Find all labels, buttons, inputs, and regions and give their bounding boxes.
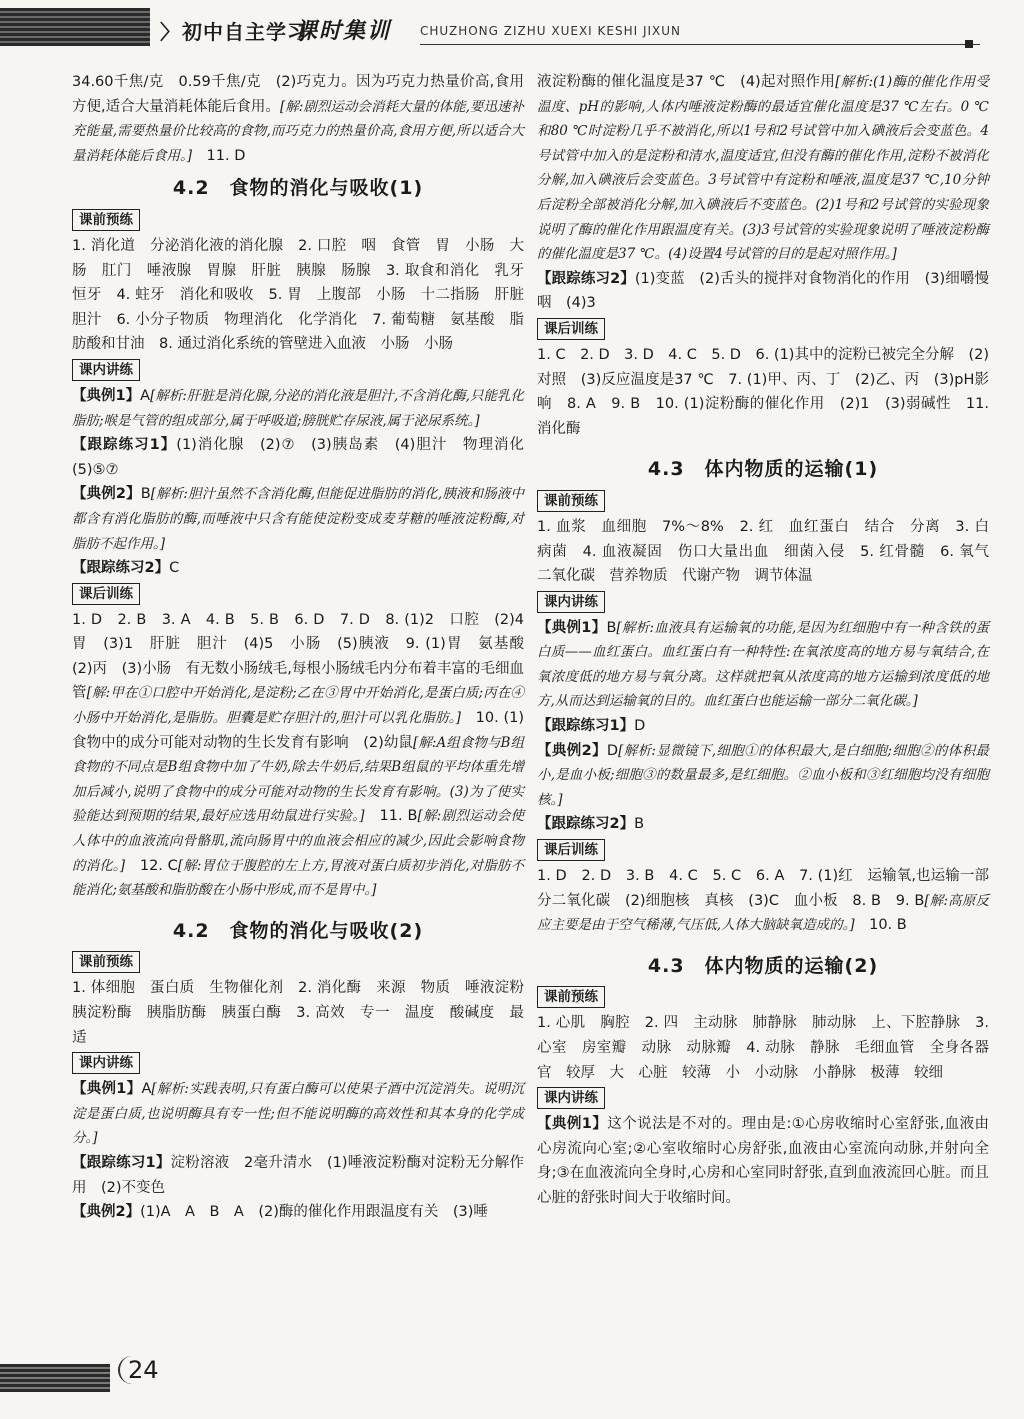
example-2-continued: 液淀粉酶的催化温度是37 ℃ (4)起对照作用[解析:(1)酶的催化作用受温度、pH的影响,人体内唾液淀粉酶的最适宜催化温度是37 ℃左右。0 ℃和80 ℃时淀粉几乎不被消化,所以1号和2号试管中加入碘液后会变蓝色。4号试管中加入的是淀粉和清水,温度适宜,但没有酶的催化作用,淀粉不被消化分解,加入碘液后会变蓝色。3号试管中有淀粉和唾液,温度是37 ℃,10分钟后淀粉全部被消化分解,加入碘液后不变蓝色。(2)1号和2号试管的实验现象说明了酶的催化作用跟温度有关。(3)3号试管的实验现象说明了唾液淀粉酶的催化温度是37 ℃。(4)设置4号试管的目的是起对照作用。] — [537, 74, 989, 263]
post-training-tag: 课后训练 — [537, 318, 605, 340]
section-title-4-2-1: 4.2 食物的消化与吸收(1) — [172, 177, 424, 200]
example-1: 【典例1】B[解析:血液具有运输氧的功能,是因为红细胞中有一种含铁的蛋白质——血红蛋白。血红蛋白有一种特性:在氧浓度高的地方易与氧结合,在氧浓度低的地方易与氧分离。这样就把氧从浓度高的地方运输到浓度低的地方,从而达到运输氧的目的。血红蛋白也能运输一部分二氧化碳。] — [537, 619, 990, 710]
header-pinyin: CHUZHONG ZIZHU XUEXI KESHI JIXUN — [420, 24, 682, 38]
left-column — [72, 70, 539, 1225]
header-rule — [420, 44, 980, 45]
header-stripe-decoration — [0, 8, 150, 46]
post-training-answers: 1. C 2. D 3. D 4. C 5. D 6. (1)其中的淀粉已被完全分解 (2)对照 (3)反应温度是37 ℃ 7. (1)甲、丙、丁 (2)乙、丙 (3)pH影响 8. A 9. B 10. (1)淀粉酶的催化作用 (2)1 (3)弱碱性 11. 消化酶 — [537, 346, 989, 437]
page-number: 24 — [118, 1356, 159, 1384]
pre-practice-tag: 课前预练 — [72, 951, 140, 973]
tracking-1: 【跟踪练习1】D — [537, 718, 646, 735]
in-class-tag: 课内讲练 — [537, 1087, 605, 1109]
header-subtitle: 课时集训 — [295, 19, 392, 44]
section-title-4-2-2: 4.2 食物的消化与吸收(2) — [172, 919, 424, 942]
example-1: 【典例1】A[解析:肝脏是消化腺,分泌的消化液是胆汁,不含消化酶,只能乳化脂肪;喉是气管的组成部分,属于呼吸道;膀胱贮存尿液,属于泌尿系统。] — [72, 387, 524, 429]
in-class-tag: 课内讲练 — [537, 591, 605, 613]
post-training-answers: 1. D 2. D 3. B 4. C 5. C 6. A 7. (1)红 运输氧,也运输一部分二氧化碳 (2)细胞核 真核 (3)C 血小板 8. B 9. B[解:高原反应主要是由于空气稀薄,气压低,人体大脑缺氧造成的。] 10. B — [537, 868, 989, 934]
header-title: 初中自主学习 — [182, 20, 308, 44]
footer-stripe-decoration — [0, 1364, 110, 1392]
post-training-tag: 课后训练 — [72, 583, 140, 605]
example-1: 【典例1】A[解析:实践表明,只有蛋白酶可以使果子酒中沉淀消失。说明沉淀是蛋白质,也说明酶具有专一性;但不能说明酶的高效性和其本身的化学成分。] — [72, 1081, 524, 1147]
pre-practice-answers: 1. 血浆 血细胞 7%～8% 2. 红 血红蛋白 结合 分离 3. 白 病菌 4. 血液凝固 伤口大量出血 细菌入侵 5. 红骨髓 6. 氧气 二氧化碳 营养物质 代谢产物 调节体温 — [537, 518, 1004, 585]
pre-practice-answers: 1. 心肌 胸腔 2. 四 主动脉 肺静脉 肺动脉 上、下腔静脉 3. 心室 房室瓣 动脉 动脉瓣 4. 动脉 静脉 毛细血管 全身各器官 较厚 大 心脏 较薄 小 小动脉 小静脉 极薄 较细 — [537, 1015, 989, 1081]
tracking-1: 【跟踪练习1】(1)消化腺 (2)⑦ (3)胰岛素 (4)胆汁 物理消化 (5)⑤⑦ — [72, 437, 539, 478]
tracking-1: 【跟踪练习1】淀粉溶液 2毫升清水 (1)唾液淀粉酶对淀粉无分解作用 (2)不变色 — [72, 1154, 525, 1196]
section-title-4-3-1: 4.3 体内物质的运输(1) — [647, 458, 879, 481]
post-training-answers: 1. D 2. B 3. A 4. B 5. B 6. D 7. D 8. (1)2 口腔 (2)4 胃 (3)1 肝脏 胆汁 (4)5 小肠 (5)胰液 9. (1)胃 氨基酸 (2)丙 (3)小肠 有无数小肠绒毛,每根小肠绒毛内分布着丰富的毛细血管[解:甲在①口腔中开始消化,是淀粉;乙在③胃中开始消化,是蛋白质;丙在④小肠中开始消化,是脂肪。胆囊是贮存胆汁的,胆汁可以乳化脂肪。] 10. (1)食物中的成分可能对动物的生长发育有影响 (2)幼鼠[解:A组食物与B组食物的不同点是B组食物中加了牛奶,除去牛奶后,结果B组鼠的平均体重先增加后减小,说明了食物中的成分可能对动物的生长发育有影响。(3)为了使实验能达到预期的结果,最好应选用幼鼠进行实验。] 11. B[解:剧烈运动会使人体中的血液流向骨骼肌,流向肠胃中的血液会相应的减少,因此会影响食物的消化。] 12. C[解:胃位于腹腔的左上方,胃液对蛋白质初步消化,对脂肪不能消化;氨基酸和脂肪酸在小肠中形成,而不是胃中。] — [72, 611, 539, 899]
pre-practice-answers: 1. 体细胞 蛋白质 生物催化剂 2. 消化酶 来源 物质 唾液淀粉 胰淀粉酶 胰脂肪酶 胰蛋白酶 3. 高效 专一 温度 酸碱度 最适 — [72, 980, 539, 1046]
in-class-tag: 课内讲练 — [72, 359, 140, 381]
in-class-tag: 课内讲练 — [72, 1052, 140, 1074]
pre-practice-tag: 课前预练 — [72, 209, 140, 231]
pre-practice-answers: 1. 消化道 分泌消化液的消化腺 2. 口腔 咽 食管 胃 小肠 大肠 肛门 唾液腺 胃腺 肝脏 胰腺 肠腺 3. 取食和消化 乳牙 恒牙 4. 蛀牙 消化和吸收 5. 胃 上腹部 小肠 十二指肠 肝脏 胆汁 6. 小分子物质 物理消化 化学消化 7. 葡萄糖 氨基酸 脂肪酸和甘油 8. 通过消化系统的管壁进入血液 小肠 小肠 — [72, 237, 539, 353]
page-header — [0, 0, 1024, 56]
right-column — [537, 70, 1004, 1211]
example-2: 【典例2】(1)A A B A (2)酶的催化作用跟温度有关 (3)唾 — [72, 1204, 488, 1221]
tracking-2: 【跟踪练习2】(1)变蓝 (2)舌头的搅拌对食物消化的作用 (3)细嚼慢咽 (4)3 — [537, 270, 989, 312]
intro-answers: 34.60千焦/克 0.59千焦/克 (2)巧克力。因为巧克力热量价高,食用方便,适合大量消耗体能后食用。[解:剧烈运动会消耗大量的体能,要迅速补充能量,需要热量价比较高的食物,而巧克力的热量价高,食用方便,所以适合大量消耗体能后食用。] 11. D — [72, 74, 524, 164]
section-title-4-3-2: 4.3 体内物质的运输(2) — [647, 954, 879, 977]
header-dot-decoration — [965, 40, 973, 48]
example-1: 【典例1】这个说法是不对的。理由是:①心房收缩时心室舒张,血液由心房流向心室;②心室收缩时心房舒张,血液由心室流向动脉,并射向全身;③在血液流向全身时,心房和心室同时舒张,直到血液流回心脏。而且心脏的舒张时间大于收缩时间。 — [537, 1116, 990, 1206]
tracking-2: 【跟踪练习2】C — [72, 560, 180, 577]
tracking-2: 【跟踪练习2】B — [537, 816, 645, 833]
post-training-tag: 课后训练 — [537, 839, 605, 861]
pre-practice-tag: 课前预练 — [537, 986, 605, 1008]
header-arrow-icon: 〉 — [160, 20, 180, 44]
pre-practice-tag: 课前预练 — [537, 490, 605, 512]
example-2: 【典例2】B[解析:胆汁虽然不含消化酶,但能促进脂肪的消化,胰液和肠液中都含有消化脂肪的酶,而唾液中只含有能使淀粉变成麦芽糖的唾液淀粉酶,对脂肪不起作用。] — [72, 486, 524, 552]
example-2: 【典例2】D[解析:显微镜下,细胞①的体积最大,是白细胞;细胞②的体积最小,是血小板;细胞③的数量最多,是红细胞。②血小板和③红细胞均没有细胞核。] — [537, 742, 989, 808]
